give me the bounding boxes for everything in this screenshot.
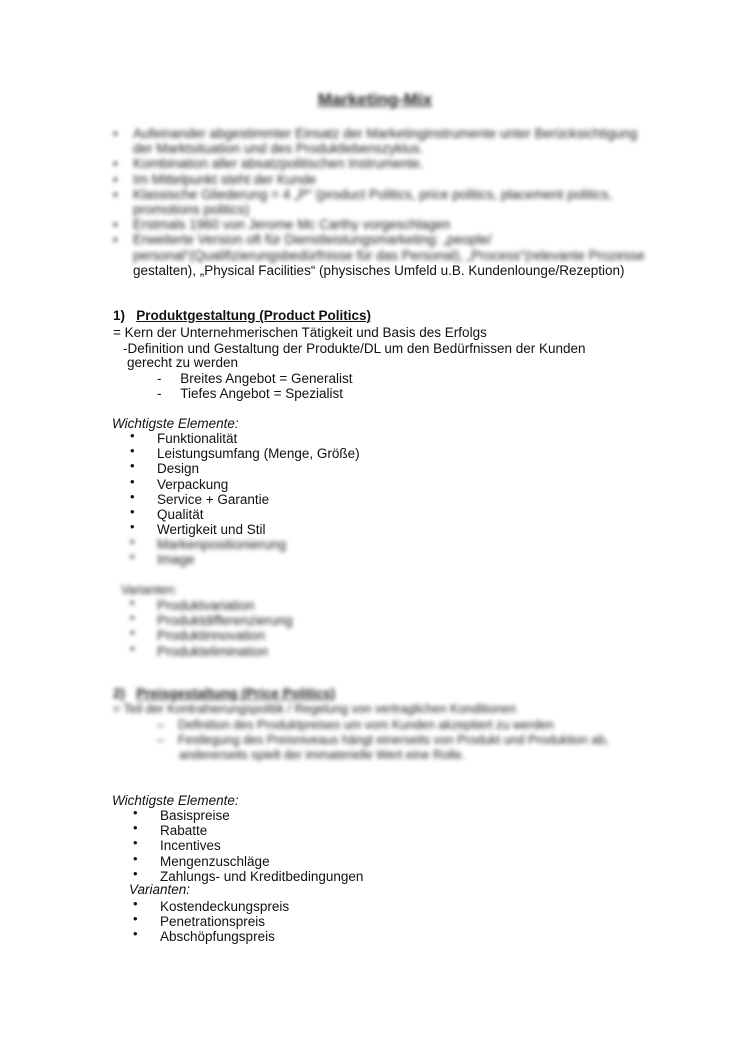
variant-list-item: • Produktvariation [130, 598, 293, 613]
section2-heading [113, 686, 335, 701]
element-list-item: • Basispreise [133, 808, 363, 823]
section2-variants-list [133, 899, 289, 945]
dash-item-text: Breites Angebot = Generalist [180, 371, 353, 386]
element-list-item: • Zahlungs- und Kreditbedingungen [133, 869, 363, 884]
document-title: Marketing-Mix [317, 90, 433, 109]
variant-list-item: • Produktdifferenzierung [130, 613, 293, 628]
variant-list-item: • Kostendeckungspreis [133, 899, 289, 914]
element-list-item: • Incentives [133, 838, 363, 853]
element-list-item: • Mengenzuschläge [133, 854, 363, 869]
element-list-item: • Wertigkeit und Stil [130, 522, 360, 537]
section1-elements-list [130, 431, 360, 537]
intro-bullet-line: der Marktsituation und des Produktlebenszyklus. [133, 141, 424, 157]
element-list-item: • Markenpositionierung [130, 537, 286, 552]
section1-definition: = Kern der Unternehmerischen Tätigkeit und Basis des Erfolgs [113, 325, 487, 340]
variant-list-item: • Produktinnovation [130, 628, 293, 643]
section2-dash-item-continuation: andererseits spielt der immaterielle Wert eine Rolle. [179, 748, 465, 762]
variant-list-item: • Penetrationspreis [133, 914, 289, 929]
section1-dash-item: - Tiefes Angebot = Spezialist [157, 386, 343, 401]
element-list-item: • Qualität [130, 507, 360, 522]
section2-title: Preisgestaltung (Price Politics) [136, 686, 336, 701]
section1-number: 1) [113, 308, 126, 323]
section2-number: 2) [113, 686, 126, 701]
section2-elements-list [133, 808, 363, 884]
section1-elements-label: Wichtigste Elemente: [112, 416, 239, 431]
intro-bullet-list [113, 126, 653, 263]
section1-elements-list-blurred [130, 537, 286, 567]
intro-bullet-line: promotions politics) [133, 202, 250, 218]
section2-elements-label: Wichtigste Elemente: [112, 793, 239, 808]
intro-bullet-line: personal“(Qualifizierungsbedürfnisse für das Personal), „Process“(relevante Prozesse [133, 247, 645, 263]
element-list-item: • Funktionalität [130, 431, 360, 446]
section2-dash-item: – Definition des Produktpreises um vom Kunden akzeptiert zu werden [157, 718, 554, 732]
section2-definition: = Teil der Kontrahierungspolitik / Regelung von vertraglichen Konditionen [113, 702, 517, 716]
section1-variants-label: Varianten: [121, 583, 178, 597]
intro-bullet-line: • Aufeinander abgestimmter Einsatz der Marketinginstrumente unter Berücksichtigung [113, 126, 653, 141]
element-list-item: • Leistungsumfang (Menge, Größe) [130, 446, 360, 461]
section1-subline-1: -Definition und Gestaltung der Produkte/DL um den Bedürfnissen der Kunden [123, 341, 586, 356]
element-list-item: • Image [130, 552, 286, 567]
intro-bullet-line: • Im Mittelpunkt steht der Kunde [113, 172, 653, 187]
intro-bullet-line: • Kombination aller absatzpolitischen Instrumente. [113, 156, 653, 171]
element-list-item: • Design [130, 461, 360, 476]
section1-title: Produktgestaltung (Product Politics) [136, 308, 372, 323]
dash-item-text: Festlegung des Preisniveaus hängt einerseits von Produkt und Produktion ab, [177, 733, 609, 747]
variant-list-item: • Produktelimination [130, 644, 293, 659]
variant-list-item: • Abschöpfungspreis [133, 929, 289, 944]
dash-item-text: Tiefes Angebot = Spezialist [180, 386, 343, 401]
section2-variants-label: Varianten: [129, 882, 191, 897]
intro-bullet-line: • Erstmals 1960 von Jerome Mc Carthy vorgeschlagen [113, 217, 653, 232]
element-list-item: • Service + Garantie [130, 492, 360, 507]
intro-bullet-line: • Klassische Gliederung = 4 „P“ (product Politics, price politics, placement politics, [113, 187, 653, 202]
section1-variants-list [130, 598, 293, 659]
dash-item-text: Definition des Produktpreises um vom Kunden akzeptiert zu werden [177, 718, 554, 732]
intro-tail-text: gestalten), „Physical Facilities“ (physisches Umfeld u.B. Kundenlounge/Rezeption) [133, 263, 625, 278]
element-list-item: • Verpackung [130, 477, 360, 492]
section1-subline-2: gerecht zu werden [127, 355, 239, 370]
element-list-item: • Rabatte [133, 823, 363, 838]
section1-heading [113, 308, 371, 323]
section1-dash-item: - Breites Angebot = Generalist [157, 371, 353, 386]
intro-bullet-line: • Erweiterte Version oft für Dienstleistungsmarketing: „people/ [113, 232, 653, 247]
section2-dash-item: – Festlegung des Preisniveaus hängt einerseits von Produkt und Produktion ab, [157, 733, 609, 747]
